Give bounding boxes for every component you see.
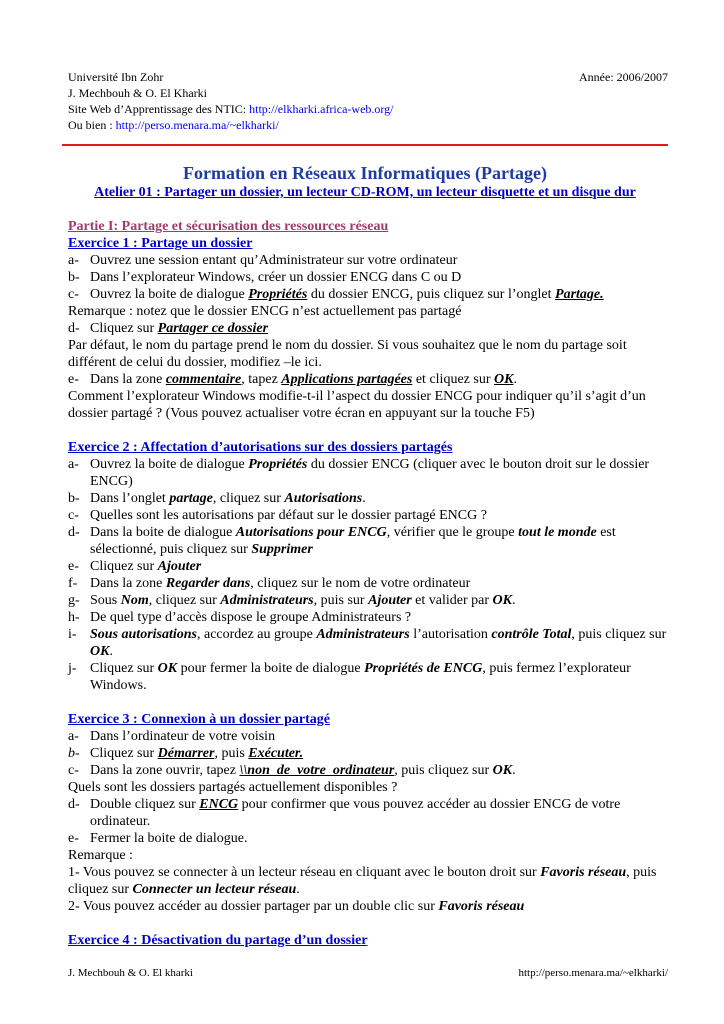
site-label: Site Web d’Apprentissage des NTIC: — [68, 102, 247, 116]
ex3-question: Quels sont les dossiers partagés actuellement disponibles ? — [68, 780, 398, 795]
ex1-remark: Remarque : notez que le dossier ENCG n’est actuellement pas partagé — [68, 304, 462, 319]
ex3-step-a: a- Dans l’ordinateur de votre voisin — [68, 729, 276, 744]
ex2-step-a: a- Ouvrez la boite de dialogue Propriétés du dossier ENCG (cliquer avec le bouton droit sur le dossier ENCG) — [68, 457, 650, 489]
university-name: Université Ibn Zohr — [68, 70, 164, 84]
ex3-step-b: b- Cliquez sur Démarrer, puis Exécuter. — [68, 746, 304, 761]
alt-site-line — [68, 117, 668, 133]
header-divider — [62, 144, 668, 146]
ex2-step-b: b- Dans l’onglet partage, cliquez sur Autorisations. — [68, 491, 366, 506]
exercise-1-heading: Exercice 1 : Partage un dossier — [68, 236, 253, 251]
page-footer — [68, 966, 668, 980]
document-subtitle: Atelier 01 : Partager un dossier, un lecteur CD-ROM, un lecteur disquette et un disque dur — [94, 185, 636, 200]
ex1-step-d: d- Cliquez sur Partager ce dossier — [68, 321, 269, 336]
ex2-step-g: g- Sous Nom, cliquez sur Administrateurs, puis sur Ajouter et valider par OK. — [68, 593, 516, 608]
alt-site-label: Ou bien : — [68, 118, 113, 132]
academic-year: Année: 2006/2007 — [579, 70, 668, 84]
exercise-3-heading: Exercice 3 : Connexion à un dossier partagé — [68, 712, 330, 727]
footer-authors: J. Mechbouh & O. El kharki — [68, 967, 193, 979]
ex1-step-a: a- Ouvrez une session entant qu’Administrateur sur votre ordinateur — [68, 253, 458, 268]
ex2-step-i: i- Sous autorisations, accordez au groupe Administrateurs l’autorisation contrôle Total, puis cliquez sur OK. — [68, 627, 667, 659]
part-heading: Partie I: Partage et sécurisation des ressources réseau — [68, 219, 389, 234]
ex1-step-e: e- Dans la zone commentaire, tapez Applications partagées et cliquez sur OK. — [68, 372, 517, 387]
ex3-remark-label: Remarque : — [68, 848, 133, 863]
ex3-step-e: e- Fermer la boite de dialogue. — [68, 831, 248, 846]
alt-site-link[interactable]: http://perso.menara.ma/~elkharki/ — [115, 118, 279, 132]
site-link[interactable]: http://elkharki.africa-web.org/ — [249, 102, 394, 116]
ex1-step-c: c- Ouvrez la boite de dialogue Propriétés du dossier ENCG, puis cliquez sur l’onglet Partage. — [68, 287, 604, 302]
ex3-remark-1: 1- Vous pouvez se connecter à un lecteur réseau en cliquant avec le bouton droit sur Favoris réseau, puis cliquez sur Connecter un lecteur réseau. — [68, 865, 657, 897]
ex2-step-d: d- Dans la boite de dialogue Autorisations pour ENCG, vérifier que le groupe tout le monde est sélectionné, puis cliquez sur Supprimer — [68, 525, 616, 557]
ex3-step-d: d- Double cliquez sur ENCG pour confirmer que vous pouvez accéder au dossier ENCG de votre ordinateur. — [68, 797, 621, 829]
ex2-step-c: c- Quelles sont les autorisations par défaut sur le dossier partagé ENCG ? — [68, 508, 487, 523]
site-line — [68, 101, 668, 117]
ex2-step-h: h- De quel type d’accès dispose le groupe Administrateurs ? — [68, 610, 412, 625]
exercise-2-heading: Exercice 2 : Affectation d’autorisations sur des dossiers partagés — [68, 440, 453, 455]
authors: J. Mechbouh & O. El Kharki — [68, 86, 207, 100]
ex1-paragraph-2: Comment l’explorateur Windows modifie-t-il l’aspect du dossier ENCG pour indiquer qu’il s’agit d’un dossier partagé ? (Vous pouvez actualiser votre écran en appuyant sur la touche F5) — [68, 389, 646, 421]
exercise-4-heading: Exercice 4 : Désactivation du partage d’un dossier — [68, 933, 368, 948]
ex3-step-c: c- Dans la zone ouvrir, tapez \\non_de_votre_ordinateur, puis cliquez sur OK. — [68, 763, 516, 778]
ex2-step-j: j- Cliquez sur OK pour fermer la boite de dialogue Propriétés de ENCG, puis fermez l’explorateur Windows. — [68, 661, 631, 693]
ex1-paragraph-1: Par défaut, le nom du partage prend le nom du dossier. Si vous souhaitez que le nom du partage soit différent de celui du dossier, modifiez –le ici. — [68, 338, 627, 370]
footer-url: http://perso.menara.ma/~elkharki/ — [518, 967, 668, 979]
ex3-remark-2: 2- Vous pouvez accéder au dossier partager par un double clic sur Favoris réseau — [68, 899, 525, 914]
document-title: Formation en Réseaux Informatiques (Partage) — [183, 163, 547, 183]
ex2-step-f: f- Dans la zone Regarder dans, cliquez sur le nom de votre ordinateur — [68, 576, 471, 591]
ex1-step-b: b- Dans l’explorateur Windows, créer un dossier ENCG dans C ou D — [68, 270, 462, 285]
ex2-step-e: e- Cliquez sur Ajouter — [68, 559, 202, 574]
document-body — [68, 218, 673, 949]
document-header — [68, 69, 668, 133]
